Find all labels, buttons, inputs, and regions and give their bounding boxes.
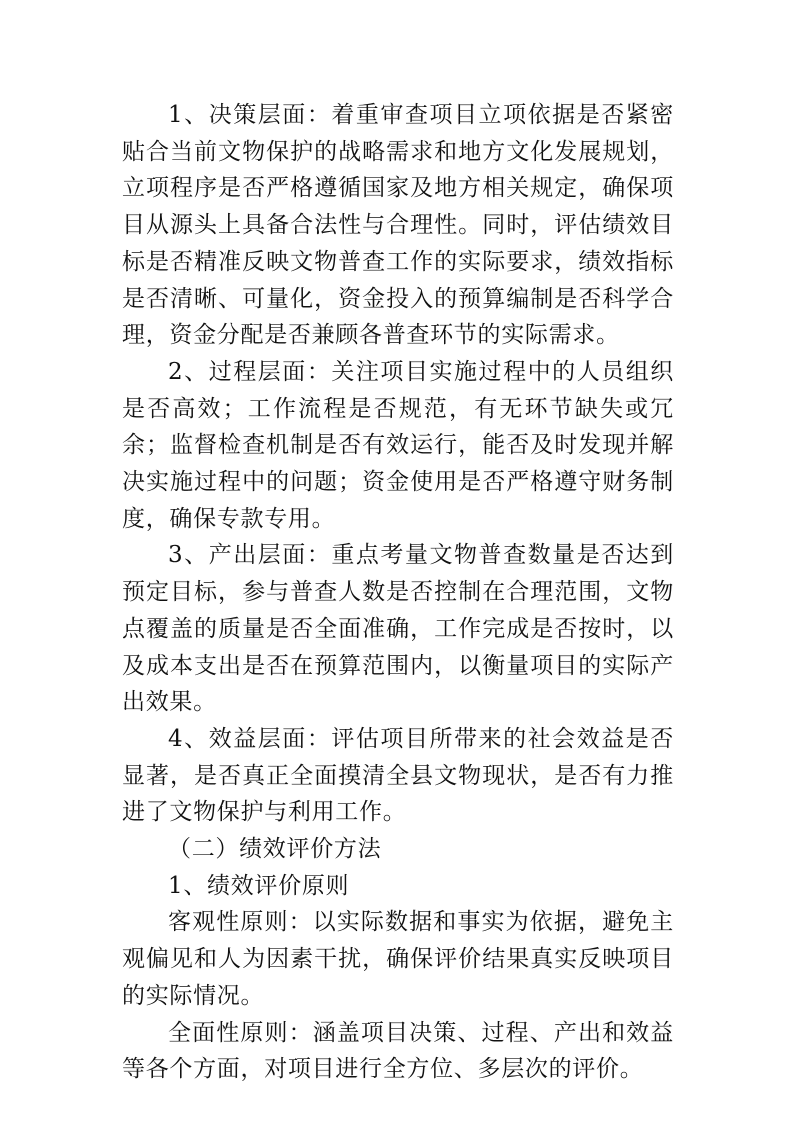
paragraph-comprehensiveness-principle: 全面性原则：涵盖项目决策、过程、产出和效益等各个方面，对项目进行全方位、多层次的评价。 bbox=[122, 1019, 674, 1083]
section-heading-evaluation-methods: （二）绩效评价方法 bbox=[168, 836, 382, 863]
paragraph-benefit-level: 4、效益层面：评估项目所带来的社会效益是否显著，是否真正全面摸清全县文物现状，是否有力推进了文物保护与利用工作。 bbox=[122, 725, 674, 826]
paragraph-decision-level: 1、决策层面：着重审查项目立项依据是否紧密贴合当前文物保护的战略需求和地方文化发展规划，立项程序是否严格遵循国家及地方相关规定，确保项目从源头上具备合法性与合理性。同时，评估绩效目标是否精准反映文物普查工作的实际要求，绩效指标是否清晰、可量化，资金投入的预算编制是否科学合理，资金分配是否兼顾各普查环节的实际需求。 bbox=[122, 102, 674, 349]
paragraph-output-level: 3、产出层面：重点考量文物普查数量是否达到预定目标，参与普查人数是否控制在合理范围，文物点覆盖的质量是否全面准确，工作完成是否按时，以及成本支出是否在预算范围内，以衡量项目的实际产出效果。 bbox=[122, 542, 674, 716]
subheading-evaluation-principles: 1、绩效评价原则 bbox=[168, 872, 350, 899]
document-body bbox=[122, 97, 674, 1088]
paragraph-objectivity-principle: 客观性原则：以实际数据和事实为依据，避免主观偏见和人为因素干扰，确保评价结果真实反映项目的实际情况。 bbox=[122, 909, 674, 1009]
paragraph-process-level: 2、过程层面：关注项目实施过程中的人员组织是否高效；工作流程是否规范，有无环节缺失或冗余；监督检查机制是否有效运行，能否及时发现并解决实施过程中的问题；资金使用是否严格遵守财务制度，确保专款专用。 bbox=[122, 358, 674, 532]
